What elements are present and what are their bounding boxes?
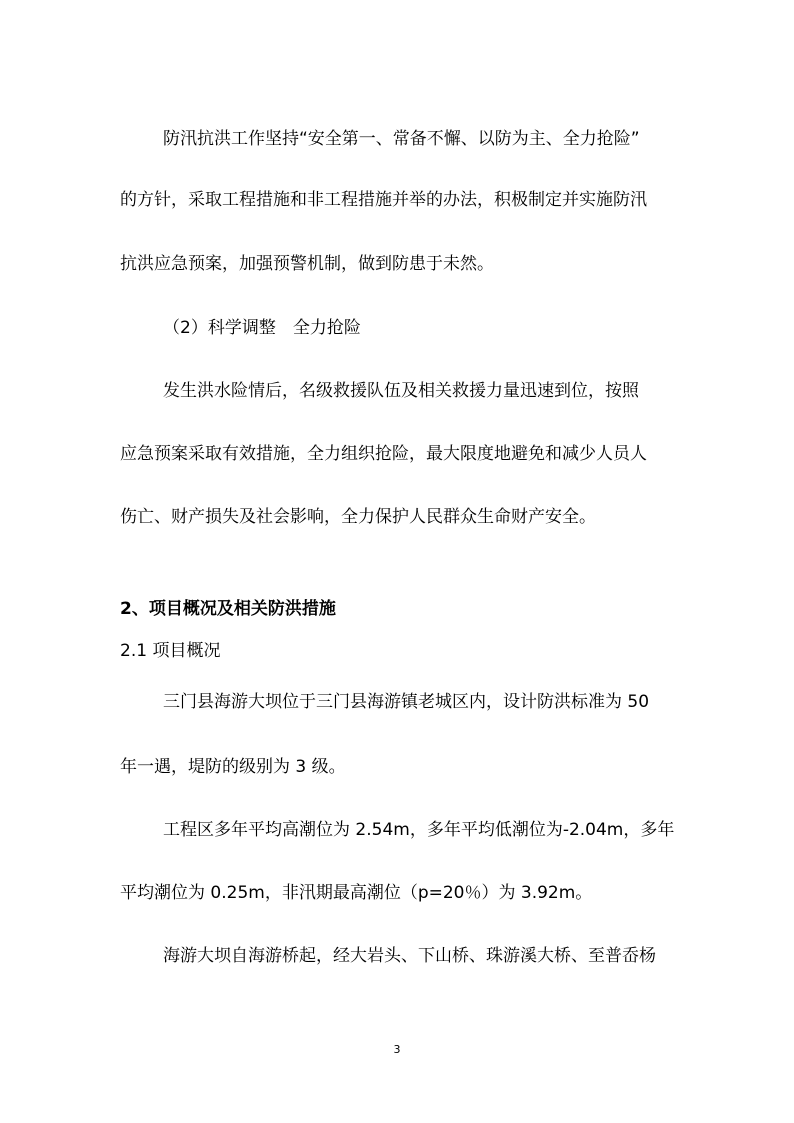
page-number: 3 xyxy=(393,1043,401,1056)
paragraph-1-line-1: 防汛抗洪工作坚持“安全第一、常备不懈、以防为主、全力抢险” xyxy=(163,129,640,149)
paragraph-4-line-2: 平均潮位为 0.25m，非汛期最高潮位（p=20％）为 3.92m。 xyxy=(120,883,593,903)
paragraph-1-line-3: 抗洪应急预案，加强预警机制，做到防患于未然。 xyxy=(120,254,494,274)
paragraph-5-line-1: 海游大坝自海游桥起，经大岩头、下山桥、珠游溪大桥、至普岙杨 xyxy=(163,946,656,966)
paragraph-3-line-1: 三门县海游大坝位于三门县海游镇老城区内，设计防洪标准为 50 xyxy=(163,692,650,712)
paragraph-3-line-2: 年一遇，堤防的级别为 3 级。 xyxy=(120,757,346,777)
subheading: （2）科学调整 全力抢险 xyxy=(163,318,361,338)
paragraph-2-line-1: 发生洪水险情后，名级救援队伍及相关救援力量迅速到位，按照 xyxy=(163,381,639,401)
paragraph-2-line-2: 应急预案采取有效措施，全力组织抢险，最大限度地避免和减少人员人 xyxy=(120,444,647,464)
paragraph-4-line-1: 工程区多年平均高潮位为 2.54m，多年平均低潮位为-2.04m，多年 xyxy=(163,820,675,840)
paragraph-1-line-2: 的方针，采取工程措施和非工程措施并举的办法，积极制定并实施防汛 xyxy=(120,190,647,210)
paragraph-2-line-3: 伤亡、财产损失及社会影响，全力保护人民群众生命财产安全。 xyxy=(120,507,596,527)
subsection-heading: 2.1 项目概况 xyxy=(120,641,221,661)
section-heading: 2、项目概况及相关防洪措施 xyxy=(120,599,336,619)
